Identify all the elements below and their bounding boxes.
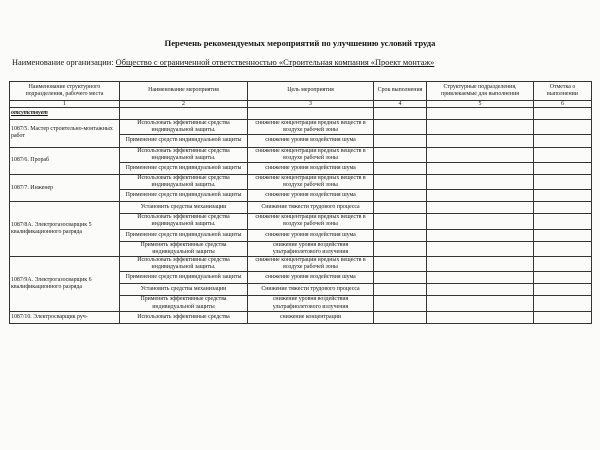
cell-unit: 1087/10. Электросварщик руч- [10, 311, 120, 323]
cell-empty [374, 190, 427, 202]
cell-empty [374, 214, 427, 229]
cell-empty [374, 284, 427, 296]
cell-unit: 1087/5. Мастер строительно-монтажных работ [10, 120, 120, 147]
cell-empty [534, 214, 592, 229]
cell-measure: Использовать эффективные средства индивидуальной защиты. [120, 174, 248, 189]
cell-empty [534, 202, 592, 214]
header-number: 3 [248, 101, 374, 108]
cell-empty [427, 190, 534, 202]
table-row [10, 202, 592, 214]
cell-goal: Снижение тяжести трудового процесса [248, 284, 374, 296]
cell-empty [534, 162, 592, 174]
cell-empty [374, 311, 427, 323]
cell-goal: снижение концентрации вредных веществ в воздухе рабочей зоны [248, 147, 374, 162]
cell-empty [427, 241, 534, 256]
cell-empty [427, 147, 534, 162]
cell-measure: Применять эффективные средства индивидуальной защиты [120, 296, 248, 311]
cell-goal: снижение концентрации [248, 311, 374, 323]
organization-line [12, 58, 592, 67]
cell-empty [427, 272, 534, 284]
cell-empty [427, 296, 534, 311]
measures-table [9, 81, 592, 324]
cell-goal: снижение уровня воздействия шума [248, 229, 374, 241]
header-mark: Отметка о выполнении [534, 82, 592, 101]
header-numbers-row [10, 101, 592, 108]
cell-empty [427, 135, 534, 147]
table-row [10, 120, 592, 135]
header-departments: Структурные подразделения, привлекаемые для выполнения [427, 82, 534, 101]
header-number: 2 [120, 101, 248, 108]
cell-measure: Использовать эффективные средства индивидуальной защиты. [120, 256, 248, 271]
table-row [10, 311, 592, 323]
cell-empty [374, 272, 427, 284]
cell-goal: снижение уровня воздействия ультрафиолетового излучения [248, 296, 374, 311]
cell-unit: 1087/9А. Электрогазосварщик 6 квалификационного разряда [10, 256, 120, 311]
header-number: 1 [10, 101, 120, 108]
cell-measure: Установить средства механизации [120, 284, 248, 296]
cell-empty [374, 120, 427, 135]
cell-measure: Установить средства механизации [120, 202, 248, 214]
cell-empty [534, 284, 592, 296]
cell-goal: снижение концентрации вредных веществ в воздухе рабочей зоны [248, 256, 374, 271]
cell-empty [427, 229, 534, 241]
table-row [10, 174, 592, 189]
cell-empty [374, 296, 427, 311]
cell-goal: снижение уровня воздействия шума [248, 162, 374, 174]
cell-empty [374, 135, 427, 147]
cell-empty [534, 296, 592, 311]
cell-empty [534, 120, 592, 135]
header-unit: Наименование структурного подразделения, рабочего места [10, 82, 120, 101]
cell-measure: Применять эффективные средства индивидуальной защиты [120, 241, 248, 256]
cell-goal: снижение уровня воздействия ультрафиолетового излучения [248, 241, 374, 256]
cell-measure: Применение средств индивидуальной защиты [120, 190, 248, 202]
cell-goal: снижение концентрации вредных веществ в воздухе рабочей зоны [248, 120, 374, 135]
organization-label: Наименование организации: [12, 58, 114, 67]
cell-goal: снижение уровня воздействия шума [248, 190, 374, 202]
cell-empty [534, 174, 592, 189]
cell-empty [374, 174, 427, 189]
cell-measure: Применение средств индивидуальной защиты [120, 135, 248, 147]
cell-goal: снижение уровня воздействия шума [248, 272, 374, 284]
cell-empty [534, 256, 592, 271]
cell-empty [374, 229, 427, 241]
cell-measure: Использовать эффективные средства [120, 311, 248, 323]
header-deadline: Срок выполнения [374, 82, 427, 101]
cell-empty [534, 190, 592, 202]
cell-unit: 1087/8А. Электрогазосварщик 5 квалификационного разряда [10, 202, 120, 257]
cell-empty [427, 202, 534, 214]
header-goal: Цель мероприятия [248, 82, 374, 101]
cell-measure: Использовать эффективные средства индивидуальной защиты. [120, 214, 248, 229]
cell-empty [374, 202, 427, 214]
cell-empty [374, 162, 427, 174]
cell-measure: Применение средств индивидуальной защиты [120, 272, 248, 284]
header-measure: Наименование мероприятия [120, 82, 248, 101]
cell-empty [427, 256, 534, 271]
cell-empty [427, 120, 534, 135]
cell-measure: Использовать эффективные средства индивидуальной защиты. [120, 147, 248, 162]
header-row [10, 82, 592, 101]
header-number: 6 [534, 101, 592, 108]
cell-empty [374, 256, 427, 271]
page-title: Перечень рекомендуемых мероприятий по улучшению условий труда [164, 38, 436, 48]
cell-empty [534, 135, 592, 147]
cell-empty [534, 272, 592, 284]
cell-unit: 1087/6. Прораб [10, 147, 120, 174]
cell-empty [374, 147, 427, 162]
absent-row [10, 108, 592, 120]
cell-goal: снижение концентрации вредных веществ в воздухе рабочей зоны [248, 214, 374, 229]
cell-empty [427, 214, 534, 229]
organization-name: Общество с ограниченной ответственностью «Строительная компания «Проект монтаж» [115, 58, 435, 67]
cell-unit: 1087/7. Инженер [10, 174, 120, 201]
header-number: 5 [427, 101, 534, 108]
cell-empty [427, 284, 534, 296]
cell-empty [427, 162, 534, 174]
cell-empty [374, 241, 427, 256]
cell-empty [427, 311, 534, 323]
cell-measure: Использовать эффективные средства индивидуальной защиты. [120, 120, 248, 135]
cell-empty [427, 174, 534, 189]
header-number: 4 [374, 101, 427, 108]
cell-empty [534, 241, 592, 256]
cell-goal: снижение концентрации вредных веществ в воздухе рабочей зоны [248, 174, 374, 189]
cell-goal: снижение уровня воздействия шума [248, 135, 374, 147]
cell-measure: Применение средств индивидуальной защиты [120, 229, 248, 241]
table-row [10, 147, 592, 162]
cell-empty [534, 311, 592, 323]
cell-measure: Применение средств индивидуальной защиты [120, 162, 248, 174]
table-row [10, 256, 592, 271]
cell-empty [534, 229, 592, 241]
cell-goal: Снижение тяжести трудового процесса [248, 202, 374, 214]
cell-empty [534, 147, 592, 162]
absent-label: отсутствует [10, 108, 120, 120]
